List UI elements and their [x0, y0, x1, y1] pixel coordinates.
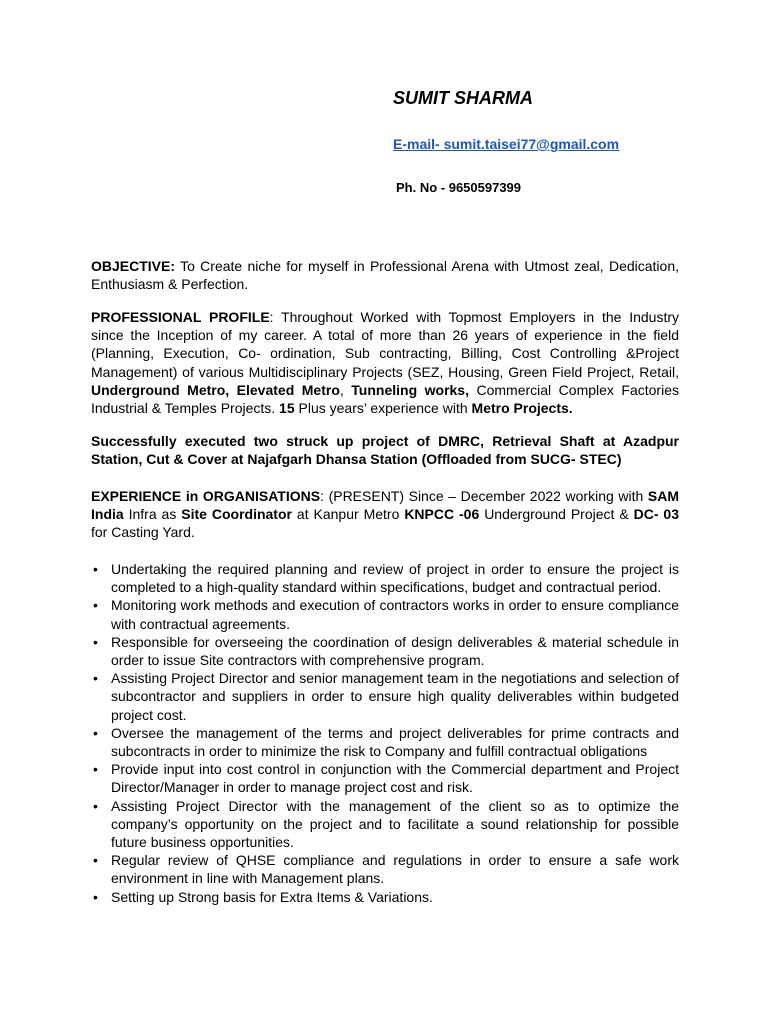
bullet-icon: •: [93, 633, 98, 650]
phone-value: 9650597399: [448, 180, 522, 195]
profile-text: Plus years’ experience with: [294, 400, 472, 417]
job-title: Site Coordinator: [181, 506, 292, 523]
list-item-text: Undertaking the required planning and review of project in order to ensure the project is completed to a high-quality standard within specifications, budget and contractual period.: [111, 561, 679, 596]
list-item: [91, 797, 679, 852]
experience-label: EXPERIENCE in ORGANISATIONS: [91, 488, 321, 504]
bullet-icon: •: [93, 888, 98, 905]
list-item-text: Assisting Project Director with the management of the client so as to optimize the company’s opportunity on the project and to facilitate a sound relationship for possible future business opportunities.: [111, 797, 679, 851]
experience-text: : (PRESENT) Since – December 2022 working with: [320, 488, 648, 504]
bullet-icon: •: [93, 852, 98, 869]
list-item: [91, 724, 679, 760]
email-link[interactable]: E-mail- sumit.taisei77@gmail.com: [393, 136, 620, 152]
list-item-text: Setting up Strong basis for Extra Items & Variations.: [111, 888, 433, 905]
objective-label: OBJECTIVE:: [91, 258, 176, 274]
bullet-icon: •: [93, 797, 98, 814]
experience-text: Underground Project &: [479, 506, 634, 523]
profile-text: Commercial Complex Factories Industrial & Temples Projects.: [91, 381, 679, 417]
objective-text: To Create niche for myself in Professional Arena with Utmost zeal, Dedication, Enthusiasm & Perfection.: [91, 258, 679, 293]
list-item: [91, 760, 679, 796]
employer-name: SAM India: [91, 488, 679, 523]
list-item-text: Assisting Project Director and senior management team in the negotiations and selection of subcontractor and suppliers in order to ensure high quality deliverables within budgeted project cost.: [111, 670, 679, 723]
candidate-name: SUMIT SHARMA: [393, 88, 533, 108]
list-item: [91, 596, 679, 632]
profile-highlight-metro: Underground Metro, Elevated Metro: [91, 381, 340, 398]
profile-text: ,: [339, 381, 352, 398]
phone-label: Ph. No -: [396, 180, 449, 195]
experience-text: for Casting Yard.: [91, 524, 195, 541]
bullet-icon: •: [93, 597, 98, 614]
bullet-icon: •: [93, 561, 98, 577]
phone-number: [396, 180, 521, 195]
profile-highlight-tunneling: Tunneling works,: [351, 381, 469, 398]
experience-text: Infra as: [123, 506, 182, 523]
list-item: [91, 560, 679, 596]
bullet-icon: •: [93, 670, 98, 687]
profile-text: : Throughout Worked with Topmost Employers in the Industry since the Inception of my career. A total of more than 26 years of experience in the field (Planning, Execution, Co- ordination, Sub contracting, Billing, Cost Controlling &Project Management) of various Multidisciplinary Projects (SEZ, Housing, Green Field Project, Retail,: [91, 309, 679, 380]
profile-highlight-metro-projects: Metro Projects.: [471, 400, 573, 417]
list-item-text: Oversee the management of the terms and project deliverables for prime contracts and subcontracts in order to minimize the risk to Company and fulfill contractual obligations: [111, 724, 679, 760]
list-item-text: Monitoring work methods and execution of contractors works in order to ensure compliance with contractual agreements.: [111, 597, 679, 632]
objective-section: [91, 257, 679, 293]
bullet-icon: •: [93, 724, 98, 741]
list-item: [91, 888, 679, 906]
bullet-icon: •: [93, 761, 98, 778]
list-item: [91, 669, 679, 724]
profile-label: PROFESSIONAL PROFILE: [91, 309, 270, 325]
professional-profile-section: [91, 308, 679, 417]
responsibilities-list: [91, 560, 679, 906]
casting-yard-code: DC- 03: [633, 506, 680, 523]
experience-section: [91, 487, 679, 542]
project-code: KNPCC -06: [404, 506, 480, 523]
list-item: [91, 633, 679, 669]
achievement-statement: Successfully executed two struck up project of DMRC, Retrieval Shaft at Azadpur Station, Cut & Cover at Najafgarh Dhansa Station (Offloaded from SUCG- STEC): [91, 433, 679, 468]
list-item-text: Provide input into cost control in conjunction with the Commercial department and Project Director/Manager in order to manage project cost and risk.: [111, 761, 679, 796]
list-item-text: Responsible for overseeing the coordination of design deliverables & material schedule in order to issue Site contractors with comprehensive program.: [111, 633, 679, 669]
experience-text: at Kanpur Metro: [291, 506, 405, 523]
profile-highlight-years: 15: [279, 400, 295, 417]
list-item-text: Regular review of QHSE compliance and regulations in order to ensure a safe work environment in line with Management plans.: [111, 852, 679, 887]
list-item: [91, 851, 679, 887]
